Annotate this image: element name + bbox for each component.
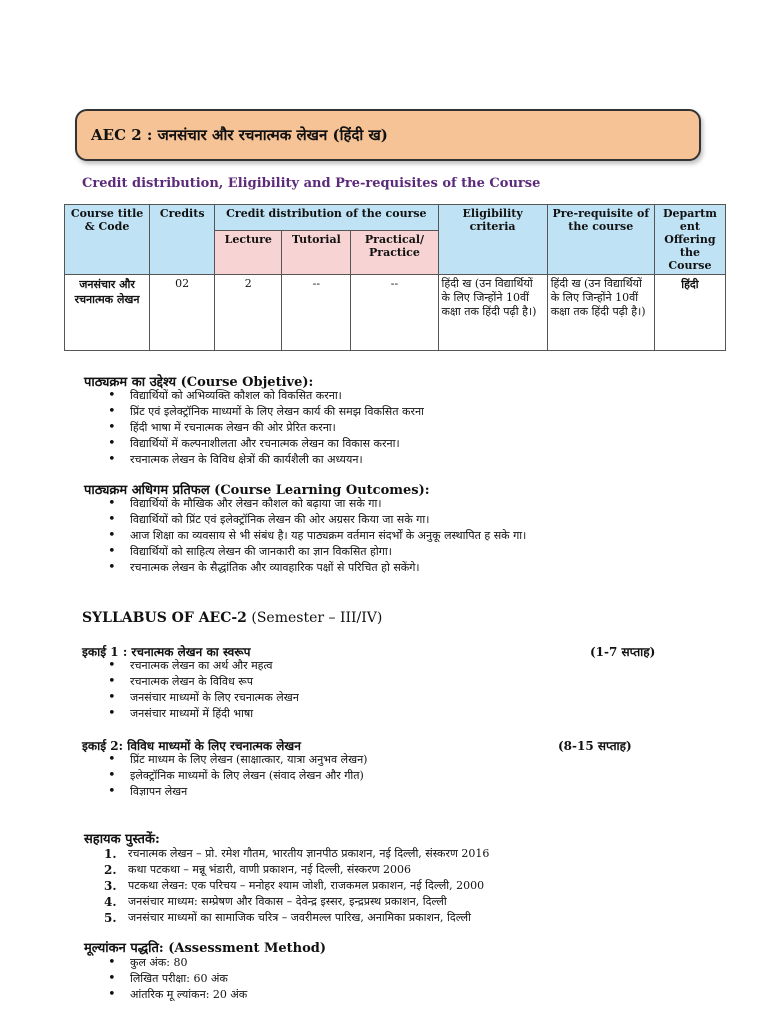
- book-number: 1.: [104, 847, 117, 861]
- outcomes-heading: पाठ्यक्रम अधिगम प्रतिफल (Course Learning Outcomes):: [84, 483, 430, 498]
- cell-practical: --: [351, 275, 438, 351]
- course-title-box: [75, 109, 701, 161]
- header-tutorial: Tutorial: [282, 230, 351, 274]
- unit-1-heading: इकाई 1 : रचनात्मक लेखन का स्वरूप: [82, 645, 251, 659]
- list-item: [104, 846, 489, 862]
- list-item: • रचनात्मक लेखन का अर्थ और महत्व: [108, 658, 299, 674]
- credit-table: [64, 204, 726, 351]
- syllabus-semester: (Semester – III/IV): [251, 610, 383, 626]
- list-item: • प्रिंट एवं इलेक्ट्रॉनिक माध्यमों के लिए लेखन कार्य की समझ विकसित करना: [108, 404, 424, 420]
- book-text: पटकथा लेखन: एक परिचय – मनोहर श्याम जोशी, राजकमल प्रकाशन, नई दिल्ली, 2000: [128, 879, 485, 892]
- syllabus-title: [82, 610, 382, 626]
- course-title: AEC 2 : जनसंचार और रचनात्मक लेखन (हिंदी ख): [91, 126, 388, 144]
- objective-heading: पाठ्यक्रम का उद्देश्य (Course Objetive):: [84, 375, 314, 390]
- list-item: • रचनात्मक लेखन के विविध रूप: [108, 674, 299, 690]
- list-item: • विद्यार्थियों के मौखिक और लेखन कौशल को बढ़ाया जा सके गा।: [108, 496, 698, 512]
- list-item: • प्रिंट माध्यम के लिए लेखन (साक्षात्कार, यात्रा अनुभव लेखन): [108, 752, 367, 768]
- syllabus-code: SYLLABUS OF AEC-2: [82, 610, 247, 626]
- cell-lecture: 2: [215, 275, 282, 351]
- list-item: • जनसंचार माध्यमों में हिंदी भाषा: [108, 706, 299, 722]
- assessment-list: [108, 955, 247, 1003]
- cell-prerequisite: हिंदी ख (उन विद्यार्थियों के लिए जिन्होंने 10वीं कक्षा तक हिंदी पढ़ी है।): [547, 275, 654, 351]
- list-item: • जनसंचार माध्यमों के लिए रचनात्मक लेखन: [108, 690, 299, 706]
- reference-books-list: [104, 846, 489, 926]
- cell-department: हिंदी: [654, 275, 725, 351]
- list-item: • रचनात्मक लेखन के सैद्धांतिक और व्यावहारिक पक्षों से परिचित हो सकेंगे।: [108, 560, 698, 576]
- header-course-title: Course title & Code: [65, 205, 150, 275]
- book-text: कथा पटकथा – मन्नू भंडारी, वाणी प्रकाशन, नई दिल्ली, संस्करण 2006: [128, 863, 412, 876]
- list-item: • आज शिक्षा का व्यवसाय से भी संबंध है। यह पाठ्यक्रम वर्तमान संदर्भों के अनुकू लस्थापित ह सके गा।: [108, 528, 698, 544]
- list-item: [104, 878, 489, 894]
- unit-2-heading: इकाई 2: विविध माध्यमों के लिए रचनात्मक लेखन: [82, 739, 301, 753]
- book-number: 3.: [104, 879, 117, 893]
- outcomes-list: [108, 496, 698, 576]
- unit-1-list: [108, 658, 299, 722]
- list-item: • कुल अंक: 80: [108, 955, 247, 971]
- reference-books-heading: सहायक पुस्तकें:: [84, 832, 160, 847]
- list-item: • आंतरिक मू ल्यांकन: 20 अंक: [108, 987, 247, 1003]
- list-item: • विद्यार्थियों को प्रिंट एवं इलेक्ट्रॉनिक लेखन की ओर अग्रसर किया जा सके गा।: [108, 512, 698, 528]
- header-eligibility: Eligibility criteria: [438, 205, 547, 275]
- list-item: • विज्ञापन लेखन: [108, 784, 367, 800]
- book-text: जनसंचार माध्यम: सम्प्रेषण और विकास – देवेन्द्र इस्सर, इन्द्रप्रस्थ प्रकाशन, दिल्ली: [128, 895, 447, 908]
- book-number: 5.: [104, 911, 117, 925]
- unit-2-list: [108, 752, 367, 800]
- list-item: • लिखित परीक्षा: 60 अंक: [108, 971, 247, 987]
- unit-2-weeks: (8-15 सप्ताह): [558, 739, 632, 753]
- list-item: • विद्यार्थियों को अभिव्यक्ति कौशल को विकसित करना।: [108, 388, 424, 404]
- cell-eligibility: हिंदी ख (उन विद्यार्थियों के लिए जिन्होंने 10वीं कक्षा तक हिंदी पढ़ी है।): [438, 275, 547, 351]
- book-number: 2.: [104, 863, 117, 877]
- cell-tutorial: --: [282, 275, 351, 351]
- list-item: • विद्यार्थियों को साहित्य लेखन की जानकारी का ज्ञान विकसित होगा।: [108, 544, 698, 560]
- list-item: • विद्यार्थियों में कल्पनाशीलता और रचनात्मक लेखन का विकास करना।: [108, 436, 424, 452]
- book-text: जनसंचार माध्यमों का सामाजिक चरित्र – जवरीमल्ल पारिख, अनामिका प्रकाशन, दिल्ली: [128, 911, 471, 924]
- credit-distribution-subtitle: Credit distribution, Eligibility and Pre-requisites of the Course: [82, 176, 541, 191]
- header-credit-distribution: Credit distribution of the course: [215, 205, 438, 231]
- book-text: रचनात्मक लेखन – प्रो. रमेश गौतम, भारतीय ज्ञानपीठ प्रकाशन, नई दिल्ली, संस्करण 2016: [128, 847, 490, 860]
- table-row: [65, 275, 726, 351]
- header-lecture: Lecture: [215, 230, 282, 274]
- book-number: 4.: [104, 895, 117, 909]
- objective-list: [108, 388, 424, 468]
- list-item: [104, 894, 489, 910]
- header-credits: Credits: [150, 205, 215, 275]
- list-item: [104, 862, 489, 878]
- assessment-heading: मूल्यांकन पद्धति: (Assessment Method): [84, 941, 327, 956]
- list-item: • रचनात्मक लेखन के विविध क्षेत्रों की कार्यशैली का अध्ययन।: [108, 452, 424, 468]
- header-department: Departm ent Offering the Course: [654, 205, 725, 275]
- header-prerequisite: Pre-requisite of the course: [547, 205, 654, 275]
- table-header-row: [65, 205, 726, 231]
- cell-course-title: जनसंचार और रचनात्मक लेखन: [65, 275, 150, 351]
- header-practical: Practical/ Practice: [351, 230, 438, 274]
- list-item: • इलेक्ट्रॉनिक माध्यमों के लिए लेखन (संवाद लेखन और गीत): [108, 768, 367, 784]
- list-item: [104, 910, 489, 926]
- list-item: • हिंदी भाषा में रचनात्मक लेखन की ओर प्रेरित करना।: [108, 420, 424, 436]
- cell-credits: 02: [150, 275, 215, 351]
- unit-1-weeks: (1-7 सप्ताह): [590, 645, 656, 659]
